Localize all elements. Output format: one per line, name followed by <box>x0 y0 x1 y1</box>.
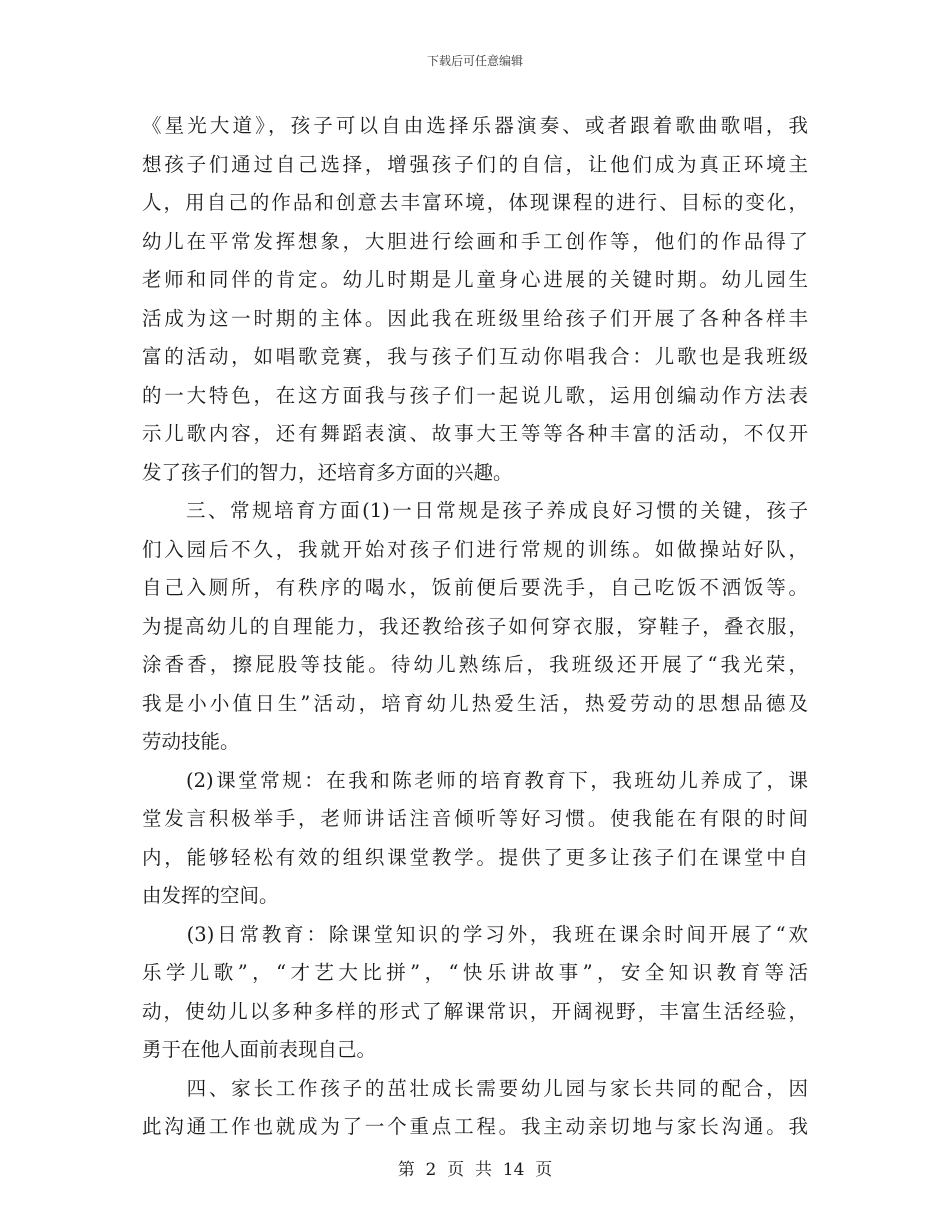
text-line: 涂香香，擦屁股等技能。待幼儿熟练后，我班级还开展了“我光荣， <box>142 653 808 676</box>
text-line: 此沟通工作也就成为了一个重点工程。我主动亲切地与家长沟通。我 <box>142 1115 808 1138</box>
text-line: 《星光大道》，孩子可以自由选择乐器演奏、或者跟着歌曲歌唱，我 <box>142 114 808 137</box>
text-line: 动，使幼儿以多种多样的形式了解课常识，开阔视野，丰富生活经验， <box>142 999 808 1023</box>
text-line: 由发挥的空间。 <box>142 884 279 907</box>
text-line: 乐学儿歌”，“才艺大比拼”，“快乐讲故事”，安全知识教育等活 <box>142 961 808 984</box>
text-line: 我是小小值日生”活动，培育幼儿热爱生活，热爱劳动的思想品德及 <box>142 691 808 715</box>
text-line: 四、家长工作孩子的茁壮成长需要幼儿园与家长共同的配合，因 <box>142 1076 808 1100</box>
text-line: 发了孩子们的智力，还培育多方面的兴趣。 <box>142 460 513 484</box>
document-body <box>142 107 808 1147</box>
page-number-footer: 第 2 页 共 14 页 <box>397 1160 553 1180</box>
text-line: (2)课堂常规：在我和陈老师的培育教育下，我班幼儿养成了，课 <box>142 768 808 792</box>
text-line: 老师和同伴的肯定。幼儿时期是儿童身心进展的关键时期。幼儿园生 <box>142 268 808 291</box>
page-header: 下载后可任意编辑 <box>426 54 523 68</box>
text-line: 堂发言积极举手，老师讲话注音倾听等好习惯。使我能在有限的时间 <box>142 807 808 830</box>
text-line: 勇于在他人面前表现自己。 <box>142 1038 377 1061</box>
text-line: 富的活动，如唱歌竞赛，我与孩子们互动你唱我合：儿歌也是我班级 <box>142 345 808 368</box>
text-line: 活成为这一时期的主体。因此我在班级里给孩子们开展了各种各样丰 <box>142 306 808 330</box>
text-line: 幼儿在平常发挥想象，大胆进行绘画和手工创作等，他们的作品得了 <box>142 229 808 253</box>
text-line: 想孩子们通过自己选择，增强孩子们的自信，让他们成为真正环境主 <box>142 152 808 176</box>
text-line: 示儿歌内容，还有舞蹈表演、故事大王等等各种丰富的活动，不仅开 <box>142 422 808 445</box>
text-line: 人，用自己的作品和创意去丰富环境，体现课程的进行、目标的变化， <box>142 191 808 214</box>
text-line: 自己入厕所，有秩序的喝水，饭前便后要洗手，自己吃饭不洒饭等。 <box>142 576 808 599</box>
text-line: 三、常规培育方面(1)一日常规是孩子养成良好习惯的关键，孩子 <box>142 499 808 522</box>
text-line: 内，能够轻松有效的组织课堂教学。提供了更多让孩子们在课堂中自 <box>142 845 808 869</box>
text-line: (3)日常教育：除课堂知识的学习外，我班在课余时间开展了“欢 <box>142 922 808 946</box>
text-line: 们入园后不久，我就开始对孩子们进行常规的训练。如做操站好队， <box>142 537 808 561</box>
text-line: 为提高幼儿的自理能力，我还教给孩子如何穿衣服，穿鞋子，叠衣服， <box>142 614 808 638</box>
text-line: 的一大特色，在这方面我与孩子们一起说儿歌，运用创编动作方法表 <box>142 383 808 407</box>
text-line: 劳动技能。 <box>142 730 240 753</box>
